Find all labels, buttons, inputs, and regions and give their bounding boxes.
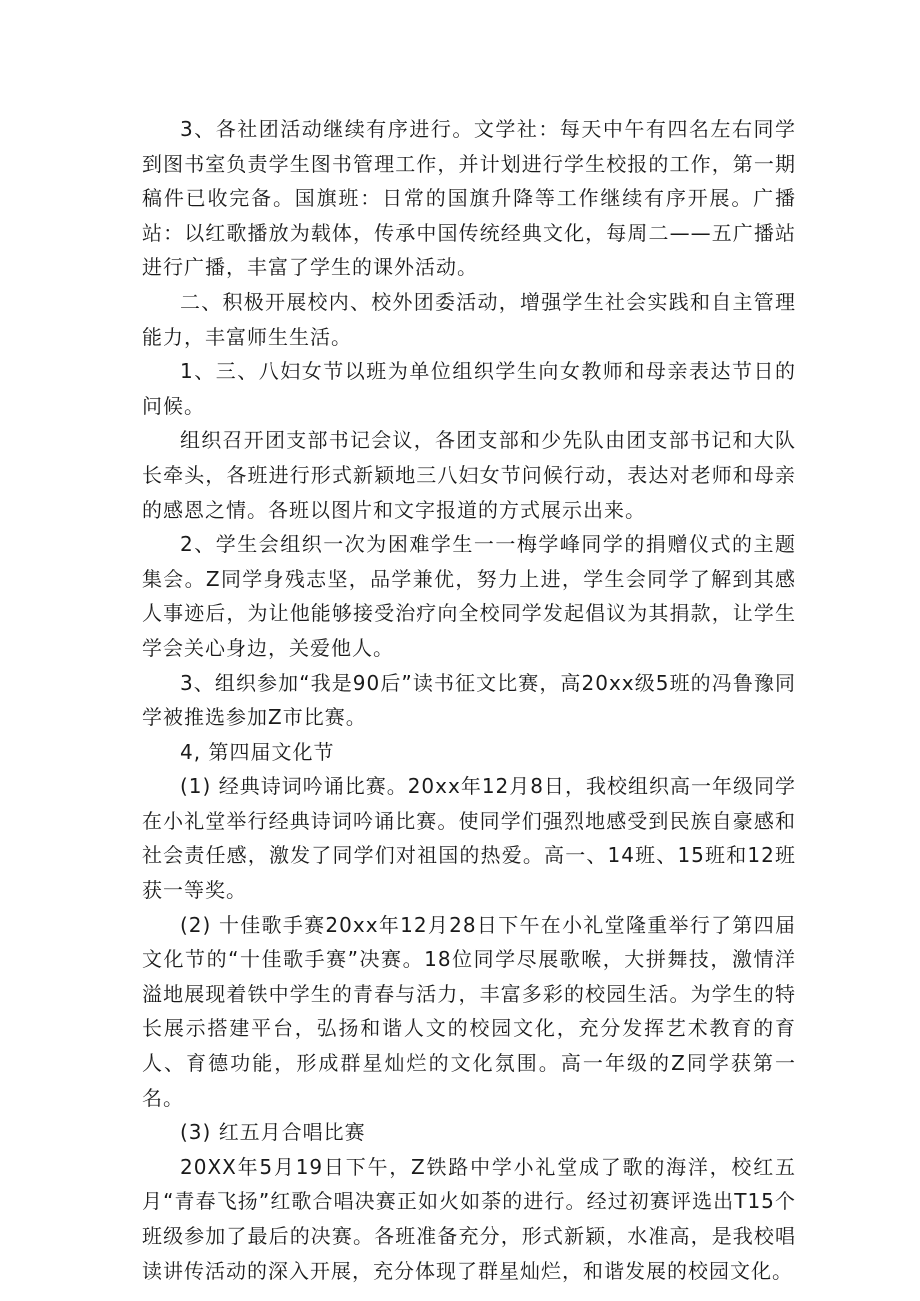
paragraph-branch-secretary-meeting: 组织召开团支部书记会议，各团支部和少先队由团支部书记和大队长牵头，各班进行形式新颖地三八妇女节问候行动，表达对老师和母亲的感恩之情。各班以图片和文字报道的方式展示出来。 <box>142 428 796 522</box>
subheading-culture-festival: 4, 第四届文化节 <box>180 739 335 764</box>
paragraph-poetry-recitation: (1) 经典诗词吟诵比赛。20xx年12月8日，我校组织高一年级同学在小礼堂举行经典诗词吟诵比赛。使同学们强烈地感受到民族自豪感和社会责任感，激发了同学们对祖国的热爱。高一、14班、15班和12班获一等奖。 <box>142 774 796 903</box>
paragraph-choir-final: 20XX年5月19日下午，Z铁路中学小礼堂成了歌的海洋，校红五月“青春飞扬”红歌合唱决赛正如火如荼的进行。经过初赛评选出T15个班级参加了最后的决赛。各班准备充分，形式新颖，水准高，是我校唱读讲传活动的深入开展，充分体现了群星灿烂，和谐发展的校园文化。 <box>142 1154 796 1283</box>
paragraph-donation-assembly: 2、学生会组织一次为困难学生一一梅学峰同学的捐赠仪式的主题集会。Z同学身残志坚，品学兼优，努力上进，学生会同学了解到其感人事迹后，为让他能够接受治疗向全校同学发起倡议为其捐款，让学生学会关心身边，关爱他人。 <box>142 532 796 660</box>
subheading-choir-contest: (3) 红五月合唱比赛 <box>180 1120 366 1145</box>
paragraph-top-ten-singers: (2) 十佳歌手赛20xx年12月28日下午在小礼堂隆重举行了第四届文化节的“十佳歌手赛”决赛。18位同学尽展歌喉，大拼舞技，激情洋溢地展现着铁中学生的青春与活力，丰富多彩的校园生活。为学生的特长展示搭建平台，弘扬和谐人文的校园文化，充分发挥艺术教育的育人、育德功能，形成群星灿烂的文化氛围。高一年级的Z同学获第一名。 <box>142 912 796 1110</box>
document-body <box>142 112 796 1288</box>
section-heading-league-activities: 二、积极开展校内、校外团委活动，增强学生社会实践和自主管理能力，丰富师生生活。 <box>142 289 796 349</box>
paragraph-womens-day: 1、三、八妇女节以班为单位组织学生向女教师和母亲表达节日的问候。 <box>142 359 796 418</box>
paragraph-essay-contest: 3、组织参加“我是90后”读书征文比赛，高20xx级5班的冯鲁豫同学被推选参加Z市比赛。 <box>142 670 796 730</box>
paragraph-club-activities: 3、各社团活动继续有序进行。文学社：每天中午有四名左右同学到图书室负责学生图书管理工作，并计划进行学生校报的工作，第一期稿件已收完备。国旗班：日常的国旗升降等工作继续有序开展。广播站：以红歌播放为载体，传承中国传统经典文化，每周二——五广播站进行广播，丰富了学生的课外活动。 <box>142 117 796 280</box>
